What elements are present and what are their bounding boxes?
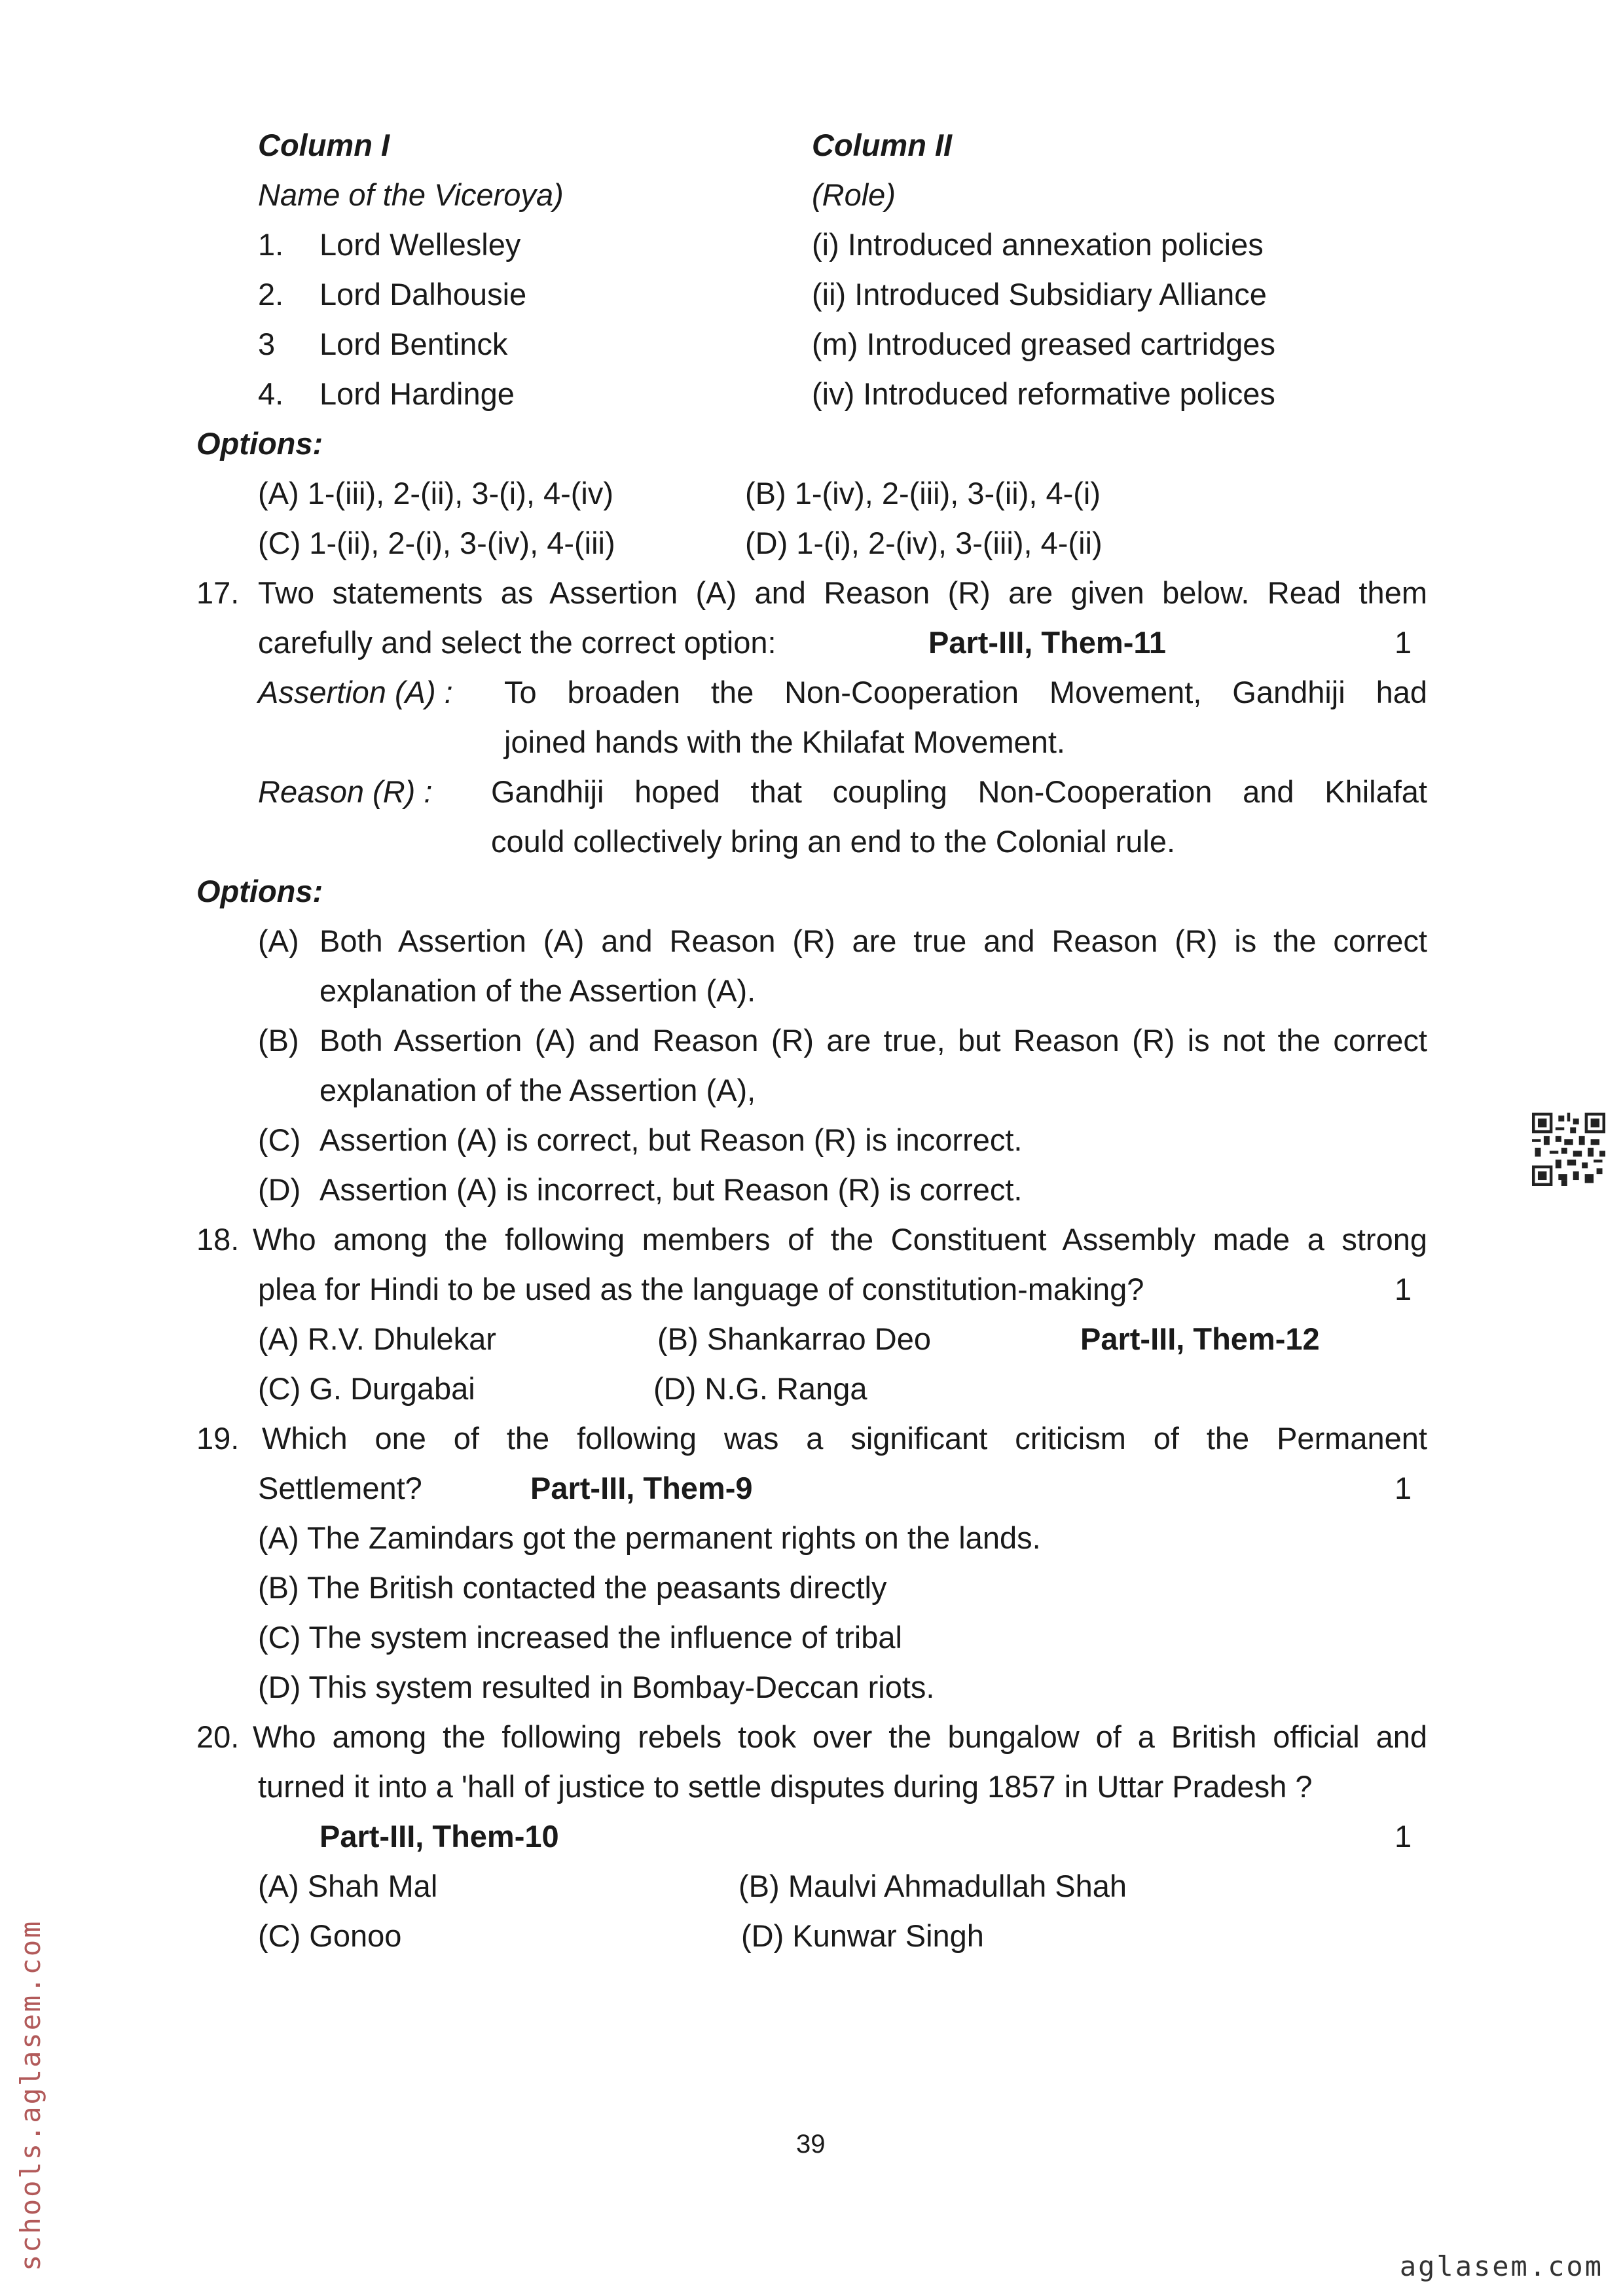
option-text: explanation of the Assertion (A). bbox=[319, 973, 756, 1008]
side-watermark: schools.aglasem.com bbox=[14, 1919, 46, 2271]
question-text: Who among the following rebels took over the bungalow of a British official and bbox=[253, 1719, 1427, 1754]
viceroy-name: Lord Bentinck bbox=[319, 327, 508, 361]
assertion-text: joined hands with the Khilafat Movement. bbox=[504, 725, 1065, 759]
option-letter: (A) bbox=[258, 924, 299, 958]
assertion-label: Assertion (A) : bbox=[258, 675, 453, 709]
question-text: plea for Hindi to be used as the language of constitution-making? bbox=[258, 1272, 1144, 1306]
question-number: 19. bbox=[196, 1421, 240, 1456]
option-d: (D) 1-(i), 2-(iv), 3-(iii), 4-(ii) bbox=[745, 526, 1103, 560]
reason-label: Reason (R) : bbox=[258, 774, 433, 809]
theme-reference: Part-III, Them-11 bbox=[928, 625, 1167, 660]
option-d: (D) N.G. Ranga bbox=[653, 1371, 867, 1406]
reason-text: Gandhiji hoped that coupling Non-Cooperation and Khilafat bbox=[491, 774, 1427, 809]
row-number: 4. bbox=[258, 376, 284, 411]
row-number: 2. bbox=[258, 277, 284, 312]
option-text: Both Assertion (A) and Reason (R) are true and Reason (R) is the correct bbox=[319, 924, 1427, 958]
theme-reference: Part-III, Them-9 bbox=[530, 1471, 753, 1505]
option-text: Assertion (A) is correct, but Reason (R) is incorrect. bbox=[319, 1122, 1023, 1157]
viceroy-name: Lord Dalhousie bbox=[319, 277, 527, 312]
column-1-header: Column I bbox=[258, 128, 390, 162]
option-text: explanation of the Assertion (A), bbox=[319, 1073, 756, 1107]
question-number: 18. bbox=[196, 1222, 240, 1257]
option-a: (A) 1-(iii), 2-(ii), 3-(i), 4-(iv) bbox=[258, 476, 614, 511]
page-number: 39 bbox=[796, 2130, 826, 2159]
question-text: carefully and select the correct option: bbox=[258, 625, 776, 660]
question-number: 20. bbox=[196, 1719, 240, 1754]
bottom-watermark: aglasem.com bbox=[1399, 2250, 1603, 2282]
question-text: Two statements as Assertion (A) and Reason (R) are given below. Read them bbox=[258, 575, 1427, 610]
option-b: (B) The British contacted the peasants directly bbox=[258, 1570, 887, 1605]
option-c: (C) The system increased the influence of tribal bbox=[258, 1620, 902, 1655]
marks: 1 bbox=[1395, 1471, 1412, 1505]
option-letter: (B) bbox=[258, 1023, 299, 1058]
viceroy-role: (m) Introduced greased cartridges bbox=[812, 327, 1275, 361]
marks: 1 bbox=[1395, 1819, 1412, 1854]
option-b: (B) 1-(iv), 2-(iii), 3-(ii), 4-(i) bbox=[745, 476, 1101, 511]
marks: 1 bbox=[1395, 1272, 1412, 1306]
option-d: (D) This system resulted in Bombay-Deccan riots. bbox=[258, 1670, 935, 1704]
theme-reference: Part-III, Them-12 bbox=[1080, 1321, 1320, 1356]
option-c: (C) Gonoo bbox=[258, 1918, 402, 1953]
option-c: (C) G. Durgabai bbox=[258, 1371, 475, 1406]
column-1-subheader: Name of the Viceroya) bbox=[258, 177, 564, 212]
options-label: Options: bbox=[196, 874, 323, 908]
question-text: Which one of the following was a significant criticism of the Permanent bbox=[262, 1421, 1427, 1456]
viceroy-role: (i) Introduced annexation policies bbox=[812, 227, 1264, 262]
row-number: 1. bbox=[258, 227, 284, 262]
viceroy-role: (ii) Introduced Subsidiary Alliance bbox=[812, 277, 1267, 312]
marks: 1 bbox=[1395, 625, 1412, 660]
question-number: 17. bbox=[196, 575, 240, 610]
qr-code-icon bbox=[1532, 1113, 1605, 1186]
option-a: (A) The Zamindars got the permanent rights on the lands. bbox=[258, 1520, 1041, 1555]
option-text: Both Assertion (A) and Reason (R) are true, but Reason (R) is not the correct bbox=[319, 1023, 1427, 1058]
assertion-text: To broaden the Non-Cooperation Movement, Gandhiji had bbox=[504, 675, 1427, 709]
question-text: Who among the following members of the Constituent Assembly made a strong bbox=[253, 1222, 1427, 1257]
theme-reference: Part-III, Them-10 bbox=[319, 1819, 559, 1854]
option-b: (B) Shankarrao Deo bbox=[657, 1321, 931, 1356]
reason-text: could collectively bring an end to the Colonial rule. bbox=[491, 824, 1176, 859]
viceroy-role: (iv) Introduced reformative polices bbox=[812, 376, 1275, 411]
option-letter: (D) bbox=[258, 1172, 301, 1207]
option-text: Assertion (A) is incorrect, but Reason (R) is correct. bbox=[319, 1172, 1023, 1207]
option-b: (B) Maulvi Ahmadullah Shah bbox=[739, 1869, 1127, 1903]
column-2-header: Column II bbox=[812, 128, 953, 162]
option-letter: (C) bbox=[258, 1122, 301, 1157]
options-label: Options: bbox=[196, 426, 323, 461]
option-c: (C) 1-(ii), 2-(i), 3-(iv), 4-(iii) bbox=[258, 526, 615, 560]
column-2-subheader: (Role) bbox=[812, 177, 896, 212]
option-a: (A) R.V. Dhulekar bbox=[258, 1321, 496, 1356]
question-text: turned it into a 'hall of justice to settle disputes during 1857 in Uttar Pradesh ? bbox=[258, 1769, 1313, 1804]
row-number: 3 bbox=[258, 327, 276, 361]
option-a: (A) Shah Mal bbox=[258, 1869, 438, 1903]
viceroy-name: Lord Hardinge bbox=[319, 376, 515, 411]
question-text: Settlement? bbox=[258, 1471, 422, 1505]
viceroy-name: Lord Wellesley bbox=[319, 227, 521, 262]
option-d: (D) Kunwar Singh bbox=[741, 1918, 984, 1953]
